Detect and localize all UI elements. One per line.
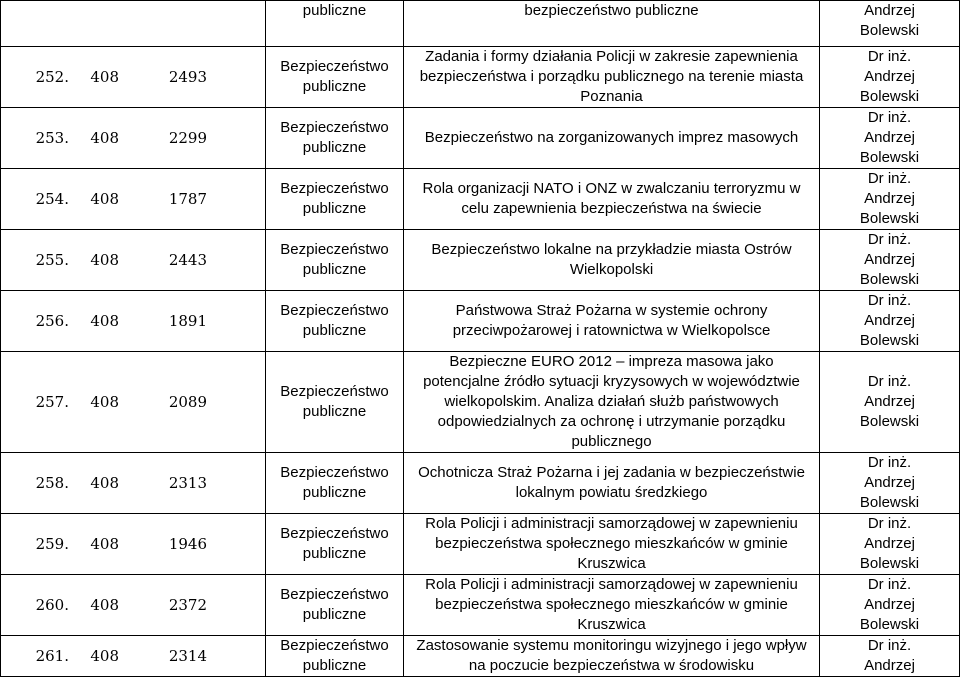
- row-title: Bezpieczeństwo lokalne na przykładzie miasta Ostrów Wielkopolski: [431, 241, 792, 278]
- row-title: Ochotnicza Straż Pożarna i jej zadania w bezpieczeństwie lokalnym powiatu średzkiego: [418, 464, 805, 501]
- row-title: Rola organizacji NATO i ONZ w zwalczaniu terroryzmu w celu zapewnienia bezpieczeństwa na świecie: [422, 180, 801, 217]
- supervisor-first-name: Andrzej: [864, 474, 915, 491]
- row-title-cell: [404, 575, 820, 636]
- row-title: Bezpieczne EURO 2012 – impreza masowa jako potencjalne źródło sytuacji kryzysowych w województwie wielkopolskim. Analiza działań służb państwowych odpowiedzialnych za ochronę i utrzymanie porządku publicznego: [423, 353, 800, 450]
- table-row: [1, 636, 960, 677]
- row-number: 1946: [168, 535, 207, 553]
- header-cell-title: [404, 1, 820, 47]
- row-title-cell: [404, 230, 820, 291]
- row-subject-cell: [266, 230, 404, 291]
- table-row: [1, 352, 960, 453]
- row-subject-cell: [266, 453, 404, 514]
- row-id-cell: [1, 453, 266, 514]
- table-row: [1, 230, 960, 291]
- row-number: 2299: [168, 129, 207, 147]
- row-index: 260.: [35, 596, 69, 614]
- row-subject: Bezpieczeństwo publiczne: [280, 586, 389, 623]
- row-title: Zadania i formy działania Policji w zakresie zapewnienia bezpieczeństwa i porządku publicznego na terenie miasta Poznania: [419, 48, 804, 105]
- row-title-cell: [404, 352, 820, 453]
- row-id-cell: [1, 169, 266, 230]
- table-row: [1, 575, 960, 636]
- supervisor-degree: Dr inż.: [867, 231, 912, 248]
- row-category: 408: [90, 312, 119, 330]
- supervisor-last-name: Bolewski: [859, 555, 920, 572]
- row-index: 252.: [35, 68, 69, 86]
- supervisor-degree: Dr inż.: [867, 48, 912, 65]
- row-subject: Bezpieczeństwo publiczne: [280, 241, 389, 278]
- supervisor-first-name: Andrzej: [864, 312, 915, 329]
- table-row: [1, 169, 960, 230]
- row-title-cell: [404, 108, 820, 169]
- supervisor-first-name: Andrzej: [864, 68, 915, 85]
- row-title-cell: [404, 453, 820, 514]
- header-supervisor-line1: Andrzej: [864, 2, 915, 19]
- row-id-cell: [1, 514, 266, 575]
- header-subject-text: publiczne: [302, 2, 367, 19]
- row-index: 261.: [35, 647, 69, 665]
- supervisor-first-name: Andrzej: [864, 251, 915, 268]
- supervisor-last-name: Bolewski: [859, 271, 920, 288]
- supervisor-first-name: Andrzej: [864, 129, 915, 146]
- row-title-cell: [404, 47, 820, 108]
- row-id-cell: [1, 352, 266, 453]
- supervisor-degree: Dr inż.: [867, 515, 912, 532]
- row-title-cell: [404, 169, 820, 230]
- table-row: [1, 108, 960, 169]
- supervisor-degree: Dr inż.: [867, 454, 912, 471]
- row-index: 253.: [35, 129, 69, 147]
- supervisor-first-name: Andrzej: [864, 393, 915, 410]
- row-subject-cell: [266, 575, 404, 636]
- row-title: Zastosowanie systemu monitoringu wizyjnego i jego wpływ na poczucie bezpieczeństwa w środowisku: [416, 637, 807, 674]
- row-supervisor-cell: [820, 636, 960, 677]
- supervisor-degree: Dr inż.: [867, 373, 912, 390]
- row-subject: Bezpieczeństwo publiczne: [280, 180, 389, 217]
- row-subject-cell: [266, 291, 404, 352]
- row-subject: Bezpieczeństwo publiczne: [280, 383, 389, 420]
- header-supervisor-line2: Bolewski: [859, 22, 920, 39]
- row-id-cell: [1, 108, 266, 169]
- supervisor-first-name: Andrzej: [864, 535, 915, 552]
- row-supervisor-cell: [820, 575, 960, 636]
- row-subject: Bezpieczeństwo publiczne: [280, 58, 389, 95]
- supervisor-first-name: Andrzej: [864, 190, 915, 207]
- supervisor-last-name: Bolewski: [859, 616, 920, 633]
- row-supervisor-cell: [820, 453, 960, 514]
- supervisor-degree: Dr inż.: [867, 170, 912, 187]
- row-subject: Bezpieczeństwo publiczne: [280, 525, 389, 562]
- supervisor-last-name: Bolewski: [859, 210, 920, 227]
- row-category: 408: [90, 474, 119, 492]
- supervisor-first-name: Andrzej: [864, 596, 915, 613]
- row-index: 255.: [35, 251, 69, 269]
- row-supervisor-cell: [820, 169, 960, 230]
- row-title: Bezpieczeństwo na zorganizowanych imprez masowych: [424, 129, 799, 146]
- row-category: 408: [90, 647, 119, 665]
- table-row: [1, 514, 960, 575]
- row-subject-cell: [266, 352, 404, 453]
- row-supervisor-cell: [820, 352, 960, 453]
- row-supervisor-cell: [820, 291, 960, 352]
- row-title: Rola Policji i administracji samorządowej w zapewnieniu bezpieczeństwa społecznego mieszkańców w gminie Kruszwica: [425, 576, 798, 633]
- row-category: 408: [90, 596, 119, 614]
- row-category: 408: [90, 190, 119, 208]
- header-cell-supervisor: [820, 1, 960, 47]
- row-number: 2443: [168, 251, 207, 269]
- row-category: 408: [90, 393, 119, 411]
- row-subject: Bezpieczeństwo publiczne: [280, 302, 389, 339]
- supervisor-degree: Dr inż.: [867, 576, 912, 593]
- row-title: Rola Policji i administracji samorządowej w zapewnieniu bezpieczeństwa społecznego mieszkańców w gminie Kruszwica: [425, 515, 798, 572]
- row-id-cell: [1, 230, 266, 291]
- row-number: 1891: [168, 312, 207, 330]
- row-number: 2089: [168, 393, 207, 411]
- row-category: 408: [90, 68, 119, 86]
- header-row: [1, 1, 960, 47]
- supervisor-degree: Dr inż.: [867, 637, 912, 654]
- supervisor-degree: Dr inż.: [867, 109, 912, 126]
- supervisor-last-name: Bolewski: [859, 332, 920, 349]
- row-title: Państwowa Straż Pożarna w systemie ochrony przeciwpożarowej i ratownictwa w Wielkopolsce: [452, 302, 771, 339]
- row-index: 256.: [35, 312, 69, 330]
- row-subject-cell: [266, 47, 404, 108]
- row-supervisor-cell: [820, 230, 960, 291]
- row-title-cell: [404, 636, 820, 677]
- row-index: 258.: [35, 474, 69, 492]
- row-subject-cell: [266, 636, 404, 677]
- row-number: 2372: [168, 596, 207, 614]
- table-row: [1, 47, 960, 108]
- supervisor-first-name: Andrzej: [864, 657, 915, 674]
- row-supervisor-cell: [820, 514, 960, 575]
- row-subject-cell: [266, 514, 404, 575]
- row-category: 408: [90, 535, 119, 553]
- row-number: 2314: [168, 647, 207, 665]
- row-subject-cell: [266, 108, 404, 169]
- header-title-text: bezpieczeństwo publiczne: [524, 2, 699, 19]
- row-supervisor-cell: [820, 108, 960, 169]
- row-id-cell: [1, 636, 266, 677]
- row-id-cell: [1, 575, 266, 636]
- supervisor-degree: Dr inż.: [867, 292, 912, 309]
- row-title-cell: [404, 514, 820, 575]
- header-cell-id: [1, 1, 266, 47]
- supervisor-last-name: Bolewski: [859, 494, 920, 511]
- row-number: 2313: [168, 474, 207, 492]
- row-subject: Bezpieczeństwo publiczne: [280, 119, 389, 156]
- row-id-cell: [1, 47, 266, 108]
- row-category: 408: [90, 251, 119, 269]
- table-row: [1, 453, 960, 514]
- supervisor-last-name: Bolewski: [859, 88, 920, 105]
- supervisor-last-name: Bolewski: [859, 149, 920, 166]
- row-number: 2493: [168, 68, 207, 86]
- header-cell-subject: [266, 1, 404, 47]
- row-number: 1787: [168, 190, 207, 208]
- row-index: 254.: [35, 190, 69, 208]
- table-row: [1, 291, 960, 352]
- row-id-cell: [1, 291, 266, 352]
- row-subject: Bezpieczeństwo publiczne: [280, 637, 389, 674]
- row-supervisor-cell: [820, 47, 960, 108]
- row-category: 408: [90, 129, 119, 147]
- row-subject-cell: [266, 169, 404, 230]
- row-title-cell: [404, 291, 820, 352]
- supervisor-last-name: Bolewski: [859, 413, 920, 430]
- row-index: 257.: [35, 393, 69, 411]
- row-index: 259.: [35, 535, 69, 553]
- row-subject: Bezpieczeństwo publiczne: [280, 464, 389, 501]
